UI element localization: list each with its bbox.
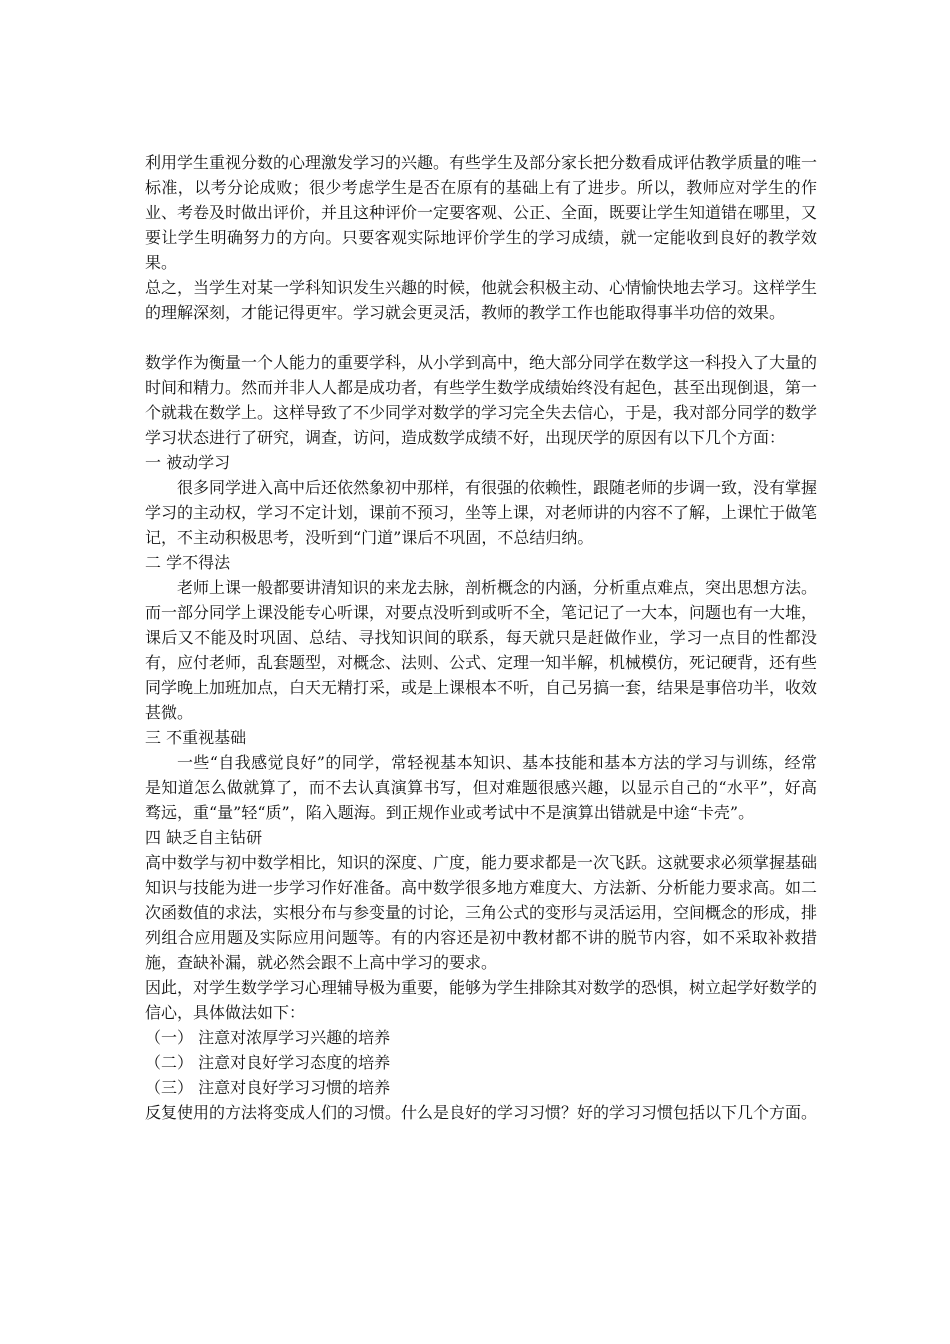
paragraph-passive-learning: 很多同学进入高中后还依然象初中那样，有很强的依赖性，跟随老师的步调一致，没有掌握学习的主动权，学习不定计划，课前不预习，坐等上课，对老师讲的内容不了解，上课忙于做笔记，不主动积极思考，没听到“门道”课后不巩固，不总结归纳。 [145,478,818,547]
section-heading-wrong-method: 二 学不得法 [145,553,231,572]
paragraph-evaluation: 利用学生重视分数的心理激发学习的兴趣。有些学生及部分家长把分数看成评估教学质量的唯一标准，以考分论成败；很少考虑学生是否在原有的基础上有了进步。所以，教师应对学生的作业、考卷及时做出评价，并且这种评价一定要客观、公正、全面，既要让学生知道错在哪里，又要让学生明确努力的方向。只要客观实际地评价学生的学习成绩，就一定能收到良好的教学效果。 [145,153,818,272]
paragraph-summary: 总之，当学生对某一学科知识发生兴趣的时候，他就会积极主动、心情愉快地去学习。这样学生的理解深刻，才能记得更牢。学习就会更灵活，教师的教学工作也能取得事半功倍的效果。 [145,278,818,322]
paragraph-habits: 反复使用的方法将变成人们的习惯。什么是良好的学习习惯？好的学习习惯包括以下几个方面。 [145,1103,818,1122]
section-heading-basics: 三 不重视基础 [145,728,247,747]
paragraph-spacer [145,325,817,350]
list-item-habit: （三） 注意对良好学习习惯的培养 [145,1078,391,1097]
paragraph-basics: 一些“自我感觉良好”的同学，常轻视基本知识、基本技能和基本方法的学习与训练，经常是知道怎么做就算了，而不去认真演算书写，但对难题很感兴趣，以显示自己的“水平”，好高骛远，重“量”轻“质”，陷入题海。到正规作业或考试中不是演算出错就是中途“卡壳”。 [145,753,817,822]
paragraph-guidance: 因此，对学生数学学习心理辅导极为重要，能够为学生排除其对数学的恐惧，树立起学好数学的信心，具体做法如下： [145,978,818,1022]
paragraph-self-study: 高中数学与初中数学相比，知识的深度、广度，能力要求都是一次飞跃。这就要求必须掌握基础知识与技能为进一步学习作好准备。高中数学很多地方难度大、方法新、分析能力要求高。如二次函数值的求法，实根分布与参变量的讨论，三角公式的变形与灵活运用，空间概念的形成，排列组合应用题及实际应用问题等。有的内容还是初中教材都不讲的脱节内容，如不采取补救措施，查缺补漏，就必然会跟不上高中学习的要求。 [145,853,818,972]
list-item-attitude: （二） 注意对良好学习态度的培养 [145,1053,391,1072]
section-heading-self-study: 四 缺乏自主钻研 [145,828,263,847]
document-page [145,150,817,1125]
list-item-interest: （一） 注意对浓厚学习兴趣的培养 [145,1028,391,1047]
paragraph-math-intro: 数学作为衡量一个人能力的重要学科，从小学到高中，绝大部分同学在数学这一科投入了大量的时间和精力。然而并非人人都是成功者，有些学生数学成绩始终没有起色，甚至出现倒退，第一个就栽在数学上。这样导致了不少同学对数学的学习完全失去信心，于是，我对部分同学的数学学习状态进行了研究，调查，访问，造成数学成绩不好，出现厌学的原因有以下几个方面： [145,353,818,447]
section-heading-passive-learning: 一 被动学习 [145,453,231,472]
paragraph-wrong-method: 老师上课一般都要讲清知识的来龙去脉，剖析概念的内涵，分析重点难点，突出思想方法。而一部分同学上课没能专心听课，对要点没听到或听不全，笔记记了一大本，问题也有一大堆，课后又不能及时巩固、总结、寻找知识间的联系，每天就只是赶做作业，学习一点目的性都没有，应付老师，乱套题型，对概念、法则、公式、定理一知半解，机械模仿，死记硬背，还有些同学晚上加班加点，白天无精打采，或是上课根本不听，自己另搞一套，结果是事倍功半，收效甚微。 [145,578,818,722]
